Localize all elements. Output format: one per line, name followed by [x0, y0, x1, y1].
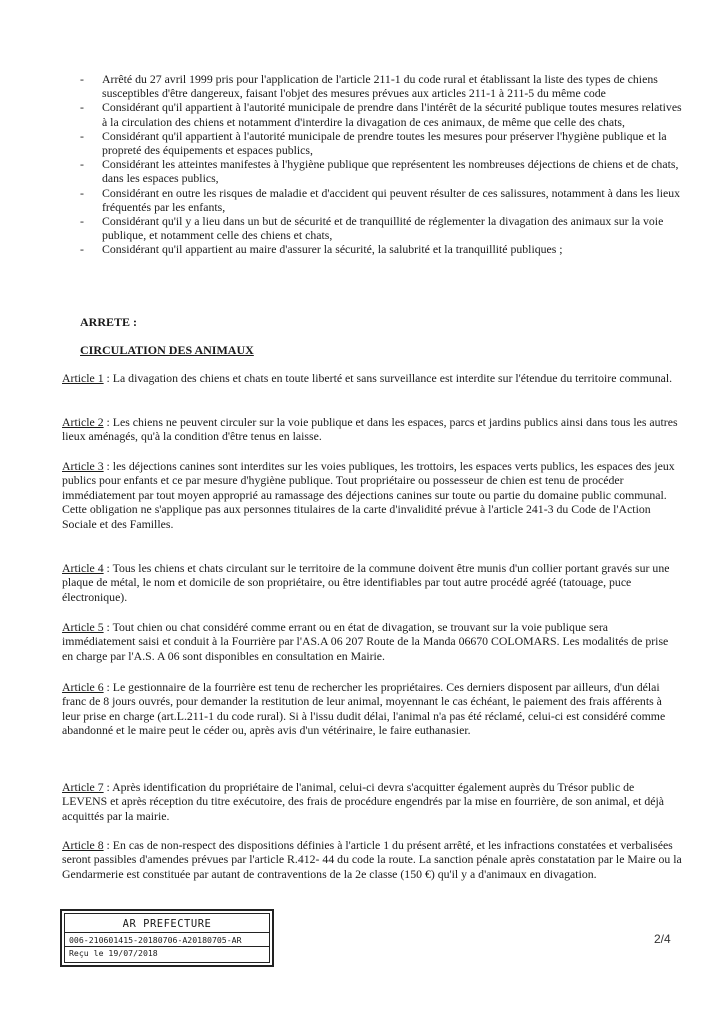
- page-number: 2/4: [654, 932, 671, 946]
- article-label: Article 2: [62, 415, 104, 429]
- article-text: : Tous les chiens et chats circulant sur le territoire de la commune doivent être munis d'un collier portant gravés sur une plaque de métal, le nom et domicile de son propriétaire, ou être identifiables par tout autre procédé agréé (tatouage, puce électronique).: [62, 561, 670, 604]
- article-4: [62, 561, 682, 604]
- stamp-title: AR PREFECTURE: [65, 918, 269, 933]
- article-text: : les déjections canines sont interdites sur les voies publiques, les trottoirs, les espaces verts publics, les espaces des jeux publics pour enfants et ce par mesure d'hygiène publique. Tout propriétaire ou possesseur de chien est tenu de procéder immédiatement par tout moyen approprié au ramassage des déjections canines sur toute ou partie du domaine public communal.: [62, 459, 675, 502]
- section-title: CIRCULATION DES ANIMAUX: [80, 343, 254, 357]
- article-label: Article 8: [62, 838, 104, 852]
- article-8: [62, 838, 682, 881]
- considerant-item: - Considérant qu'il appartient au maire d'assurer la sécurité, la salubrité et la tranquillité publiques ;: [80, 242, 685, 256]
- article-label: Article 3: [62, 459, 104, 473]
- article-text: : Les chiens ne peuvent circuler sur la voie publique et dans les espaces, parcs et jardins publics ainsi dans tous les autres lieux aménagés, qu'à la condition d'être tenus en laisse.: [62, 415, 678, 444]
- stamp-frame: [64, 913, 270, 963]
- considerants-list: [80, 72, 685, 257]
- stamp-received-date: Reçu le 19/07/2018: [69, 948, 158, 958]
- considerant-item: - Considérant qu'il appartient à l'autorité municipale de prendre toutes les mesures pour préserver l'hygiène publique et la propreté des équipements et espaces publics,: [80, 129, 685, 157]
- considerant-item: - Considérant les atteintes manifestes à l'hygiène publique que représentent les nombreuses déjections de chiens et de chats, dans les espaces publics,: [80, 157, 685, 185]
- article-text: : En cas de non-respect des dispositions définies à l'article 1 du présent arrêté, et les infractions constatées et verbalisées seront passibles d'amendes prévues par l'article R.412- 44 du code la route. La sanction pénale après constatation par le Maire ou la Gendarmerie est constituée par autant de contraventions de la 2e classe (150 €) qu'il y a d'animaux en divagation.: [62, 838, 682, 881]
- considerant-item: - Considérant en outre les risques de maladie et d'accident qui peuvent résulter de ces salissures, notamment à dans les lieux fréquentés par les enfants,: [80, 186, 685, 214]
- considerant-item: - Arrêté du 27 avril 1999 pris pour l'application de l'article 211-1 du code rural et établissant la liste des types de chiens susceptibles d'être dangereux, faisant l'objet des mesures prévues aux articles 211-1 à 211-5 du même code: [80, 72, 685, 100]
- considerant-item: - Considérant qu'il y a lieu dans un but de sécurité et de tranquillité de réglementer la divagation des animaux sur la voie publique, et notamment celle des chiens et chats,: [80, 214, 685, 242]
- considerant-item: - Considérant qu'il appartient à l'autorité municipale de prendre dans l'intérêt de la sécurité publique toutes mesures relatives à la circulation des chiens et notamment d'interdire la divagation de ces animaux, de même que celle des chats,: [80, 100, 685, 128]
- article-2: [62, 415, 682, 444]
- stamp-divider: [65, 946, 269, 947]
- stamp-reference: 006-210601415-20180706-A20180705-AR: [69, 935, 242, 945]
- article-text: : Le gestionnaire de la fourrière est tenu de rechercher les propriétaires. Ces derniers disposent par ailleurs, d'un délai franc de 8 jours ouvrés, pour demander la restitution de leur animal, moyennant le cas échéant, le paiement des frais afférents à leur prise en charge (art.L.211-1 du code rural). Si à l'issu dudit délai, l'animal n'a pas été réclamé, celui-ci est considéré comme abandonné et le maire peut le céder ou, après avis d'un vétérinaire, le faire euthanasier.: [62, 680, 666, 738]
- article-6: [62, 680, 682, 738]
- article-3: [62, 459, 682, 531]
- article-label: Article 4: [62, 561, 104, 575]
- article-7: [62, 780, 682, 823]
- article-label: Article 1: [62, 371, 104, 385]
- arrete-heading: ARRETE :: [80, 315, 138, 329]
- article-1: [62, 371, 682, 385]
- article-text: : La divagation des chiens et chats en toute liberté et sans surveillance est interdite sur l'étendue du territoire communal.: [103, 371, 673, 385]
- article-label: Article 6: [62, 680, 104, 694]
- article-label: Article 7: [62, 780, 104, 794]
- article-text: : Tout chien ou chat considéré comme errant ou en état de divagation, se trouvant sur la voie publique sera immédiatement saisi et conduit à la Fourrière par l'AS.A 06 207 Route de la Manda 06670 COLOMARS. Les modalités de prise en charge par l'A.S. A 06 sont disponibles en consultation en Mairie.: [62, 620, 669, 663]
- article-5: [62, 620, 682, 663]
- article-text: Cette obligation ne s'applique pas aux personnes titulaires de la carte d'invalidité prévue à l'article 241-3 du Code de l'Action Sociale et des Familles.: [62, 502, 651, 531]
- article-text: : Après identification du propriétaire de l'animal, celui-ci devra s'acquitter également auprès du Trésor public de LEVENS et après réception du titre exécutoire, des frais de procédure engendrés par la mise en fourrière, de son animal, et déjà acquittés par la mairie.: [62, 780, 665, 823]
- prefecture-stamp: [60, 909, 274, 967]
- article-label: Article 5: [62, 620, 104, 634]
